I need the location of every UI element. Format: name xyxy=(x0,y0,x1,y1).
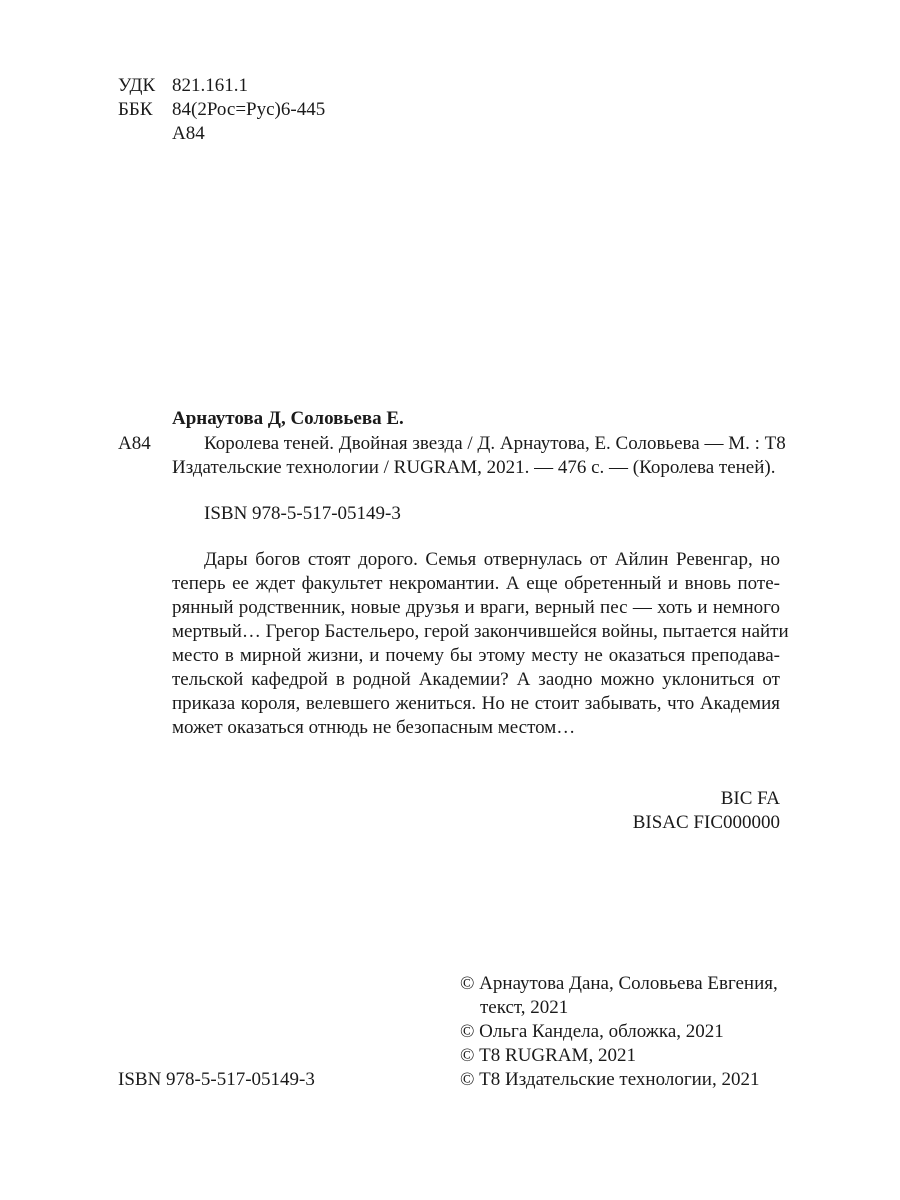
author-mark: А84 xyxy=(118,433,151,454)
bbk-value: 84(2Рос=Рус)6-445 xyxy=(172,99,326,120)
copyright-line: © Т8 RUGRAM, 2021 xyxy=(460,1045,636,1066)
bbk-label: ББК xyxy=(118,99,153,120)
annotation-line: рянный родственник, новые друзья и враги, верный пес — хоть и немного xyxy=(172,597,780,618)
annotation-line: может оказаться отнюдь не безопасным местом… xyxy=(172,717,576,738)
annotation-line: место в мирной жизни, и почему бы этому месту не оказаться преподава- xyxy=(172,645,780,666)
annotation xyxy=(172,548,789,740)
copyright-line: © Арнаутова Дана, Соловьева Евгения, xyxy=(460,973,778,994)
copyright-line: © Т8 Издательские технологии, 2021 xyxy=(460,1069,760,1090)
bisac-code: BISAC FIC000000 xyxy=(632,812,780,833)
annotation-line: приказа короля, велевшего жениться. Но не стоит забывать, что Академия xyxy=(172,693,780,714)
bibliographic-description xyxy=(172,432,786,480)
annotation-line: мертвый… Грегор Бастельеро, герой закончившейся войны, пытается найти xyxy=(172,621,789,642)
copyright-block xyxy=(460,972,790,1092)
copyright-line: текст, 2021 xyxy=(480,997,569,1018)
annotation-line: теперь ее ждет факультет некромантии. А еще обретенный и вновь поте- xyxy=(172,573,780,594)
author-mark-top: А84 xyxy=(172,123,205,144)
description-line: Издательские технологии / RUGRAM, 2021. — 476 с. — (Королева теней). xyxy=(172,457,776,478)
footer-isbn: ISBN 978-5-517-05149-3 xyxy=(118,1069,315,1090)
annotation-line: Дары богов стоят дорого. Семья отвернулась от Айлин Ревенгар, но xyxy=(204,549,780,570)
annotation-line: тельской кафедрой в родной Академии? А заодно можно уклониться от xyxy=(172,669,780,690)
bic-code: BIC FA xyxy=(720,788,780,809)
copyright-line: © Ольга Кандела, обложка, 2021 xyxy=(460,1021,724,1042)
udk-label: УДК xyxy=(118,75,156,96)
isbn-line: ISBN 978-5-517-05149-3 xyxy=(204,503,401,524)
description-line: Королева теней. Двойная звезда / Д. Арнаутова, Е. Соловьева — М. : Т8 xyxy=(204,433,786,454)
udk-value: 821.161.1 xyxy=(172,75,248,96)
authors-heading: Арнаутова Д, Соловьева Е. xyxy=(172,408,404,429)
